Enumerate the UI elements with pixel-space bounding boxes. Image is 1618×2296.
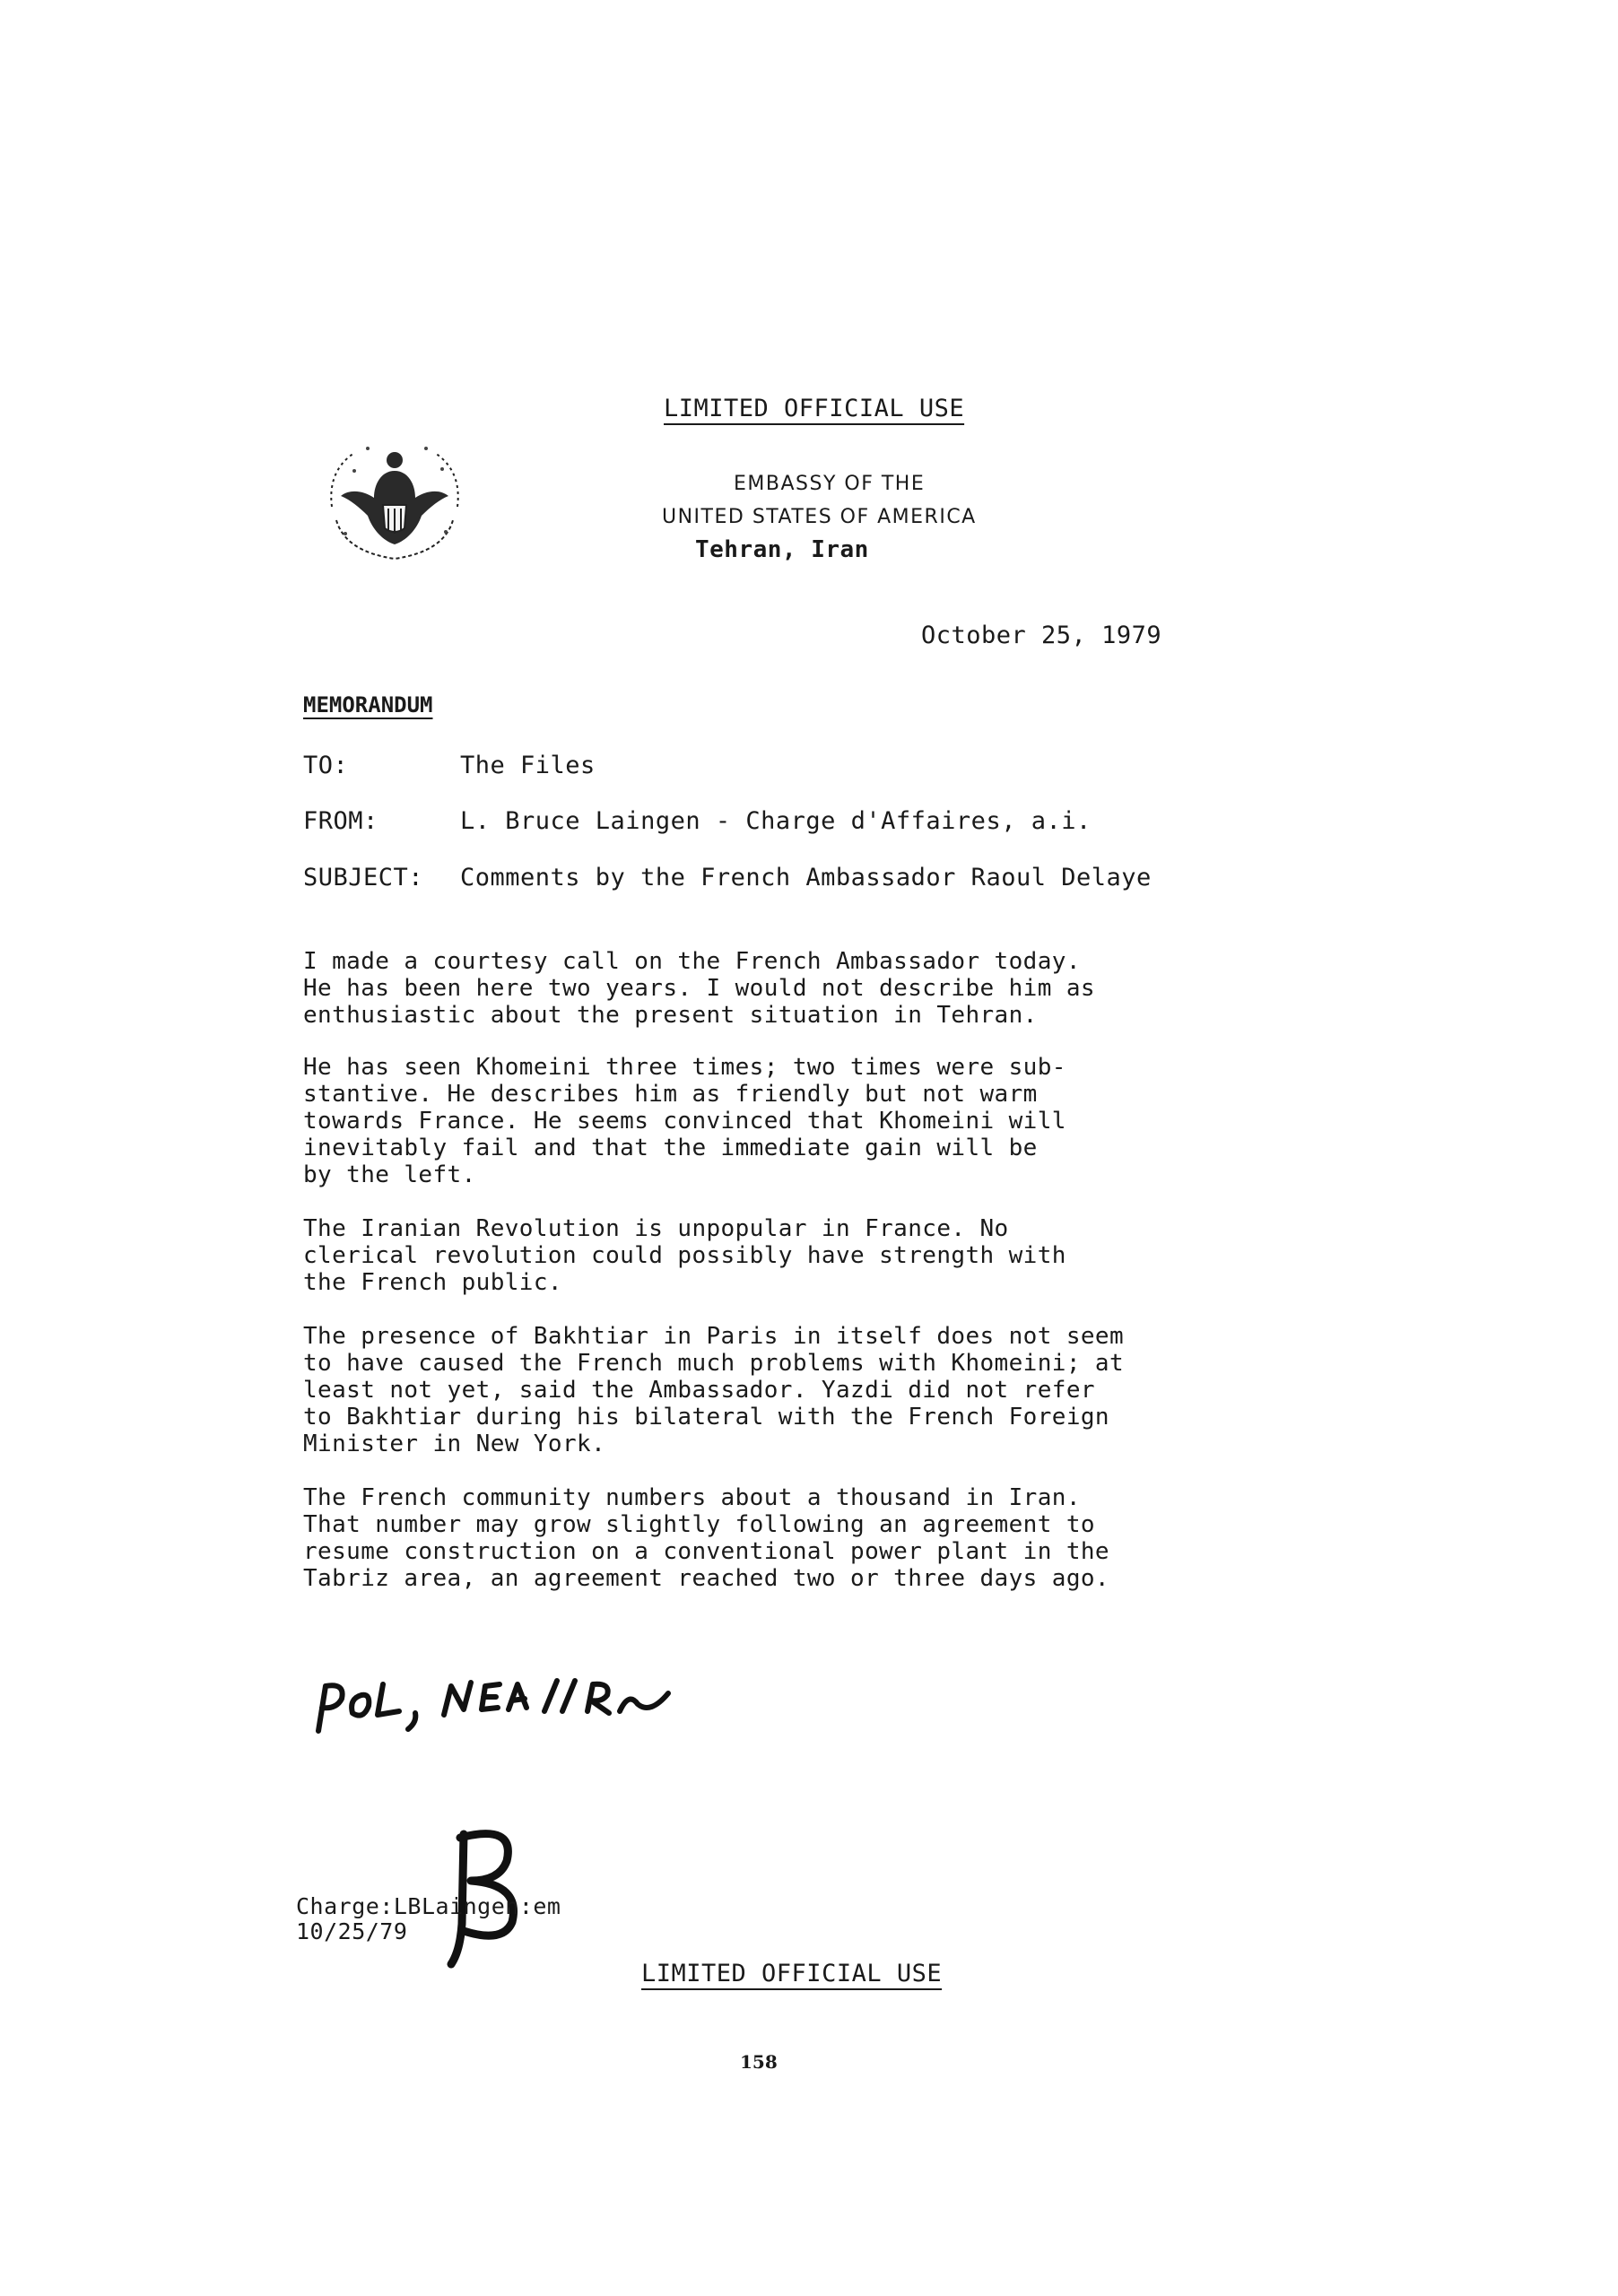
page-number: 158 bbox=[740, 2051, 778, 2073]
paragraph-line: stantive. He describes him as friendly but not warm bbox=[303, 1081, 1038, 1108]
paragraph-line: towards France. He seems convinced that Khomeini will bbox=[303, 1108, 1066, 1135]
paragraph-line: to Bakhtiar during his bilateral with the French Foreign bbox=[303, 1404, 1109, 1431]
memo-title: MEMORANDUM bbox=[303, 692, 433, 718]
classification-top: LIMITED OFFICIAL USE bbox=[664, 395, 965, 422]
paragraph-line: He has been here two years. I would not describe him as bbox=[303, 975, 1095, 1002]
paragraph-line: enthusiastic about the present situation in Tehran. bbox=[303, 1002, 1038, 1029]
paragraph-2 bbox=[303, 1054, 1254, 1188]
letterhead-line-2: UNITED STATES OF AMERICA bbox=[662, 506, 977, 528]
subject-value: Comments by the French Ambassador Raoul Delaye bbox=[460, 864, 1152, 891]
paragraph-1 bbox=[303, 948, 1254, 1029]
letterhead-line-3: Tehran, Iran bbox=[695, 536, 869, 563]
paragraph-line: clerical revolution could possibly have strength with bbox=[303, 1242, 1066, 1269]
paragraph-4 bbox=[303, 1323, 1254, 1457]
paragraph-line: inevitably fail and that the immediate gain will be bbox=[303, 1135, 1038, 1161]
handwritten-routing-note bbox=[309, 1668, 686, 1740]
letterhead-line-1: EMBASSY OF THE bbox=[734, 473, 926, 495]
from-label: FROM: bbox=[303, 807, 378, 835]
paragraph-3 bbox=[303, 1215, 1254, 1296]
paragraph-line: the French public. bbox=[303, 1269, 562, 1296]
to-value: The Files bbox=[460, 752, 596, 779]
classification-bottom: LIMITED OFFICIAL USE bbox=[641, 1960, 943, 1987]
great-seal-icon bbox=[318, 435, 471, 570]
paragraph-line: by the left. bbox=[303, 1161, 476, 1188]
paragraph-line: He has seen Khomeini three times; two times were sub- bbox=[303, 1054, 1066, 1081]
paragraph-5 bbox=[303, 1484, 1254, 1592]
paragraph-line: to have caused the French much problems with Khomeini; at bbox=[303, 1350, 1125, 1377]
paragraph-line: I made a courtesy call on the French Ambassador today. bbox=[303, 948, 1081, 975]
subject-label: SUBJECT: bbox=[303, 864, 424, 891]
drafter-date: 10/25/79 bbox=[296, 1918, 408, 1944]
drafter-line-1: Charge:LBLaingen:em bbox=[296, 1893, 561, 1919]
paragraph-line: least not yet, said the Ambassador. Yazdi did not refer bbox=[303, 1377, 1095, 1404]
to-label: TO: bbox=[303, 752, 349, 779]
to-row bbox=[303, 752, 596, 779]
paragraph-line: Tabriz area, an agreement reached two or three days ago. bbox=[303, 1565, 1109, 1592]
subject-row bbox=[303, 864, 1152, 891]
paragraph-line: Minister in New York. bbox=[303, 1431, 606, 1457]
paragraph-line: The Iranian Revolution is unpopular in France. No bbox=[303, 1215, 1009, 1242]
paragraph-line: resume construction on a conventional power plant in the bbox=[303, 1538, 1109, 1565]
from-row bbox=[303, 807, 1092, 835]
paragraph-line: The presence of Bakhtiar in Paris in itself does not seem bbox=[303, 1323, 1125, 1350]
paragraph-line: That number may grow slightly following an agreement to bbox=[303, 1511, 1095, 1538]
paragraph-line: The French community numbers about a thousand in Iran. bbox=[303, 1484, 1081, 1511]
memo-date: October 25, 1979 bbox=[921, 622, 1162, 649]
from-value: L. Bruce Laingen - Charge d'Affaires, a.i. bbox=[460, 807, 1092, 835]
